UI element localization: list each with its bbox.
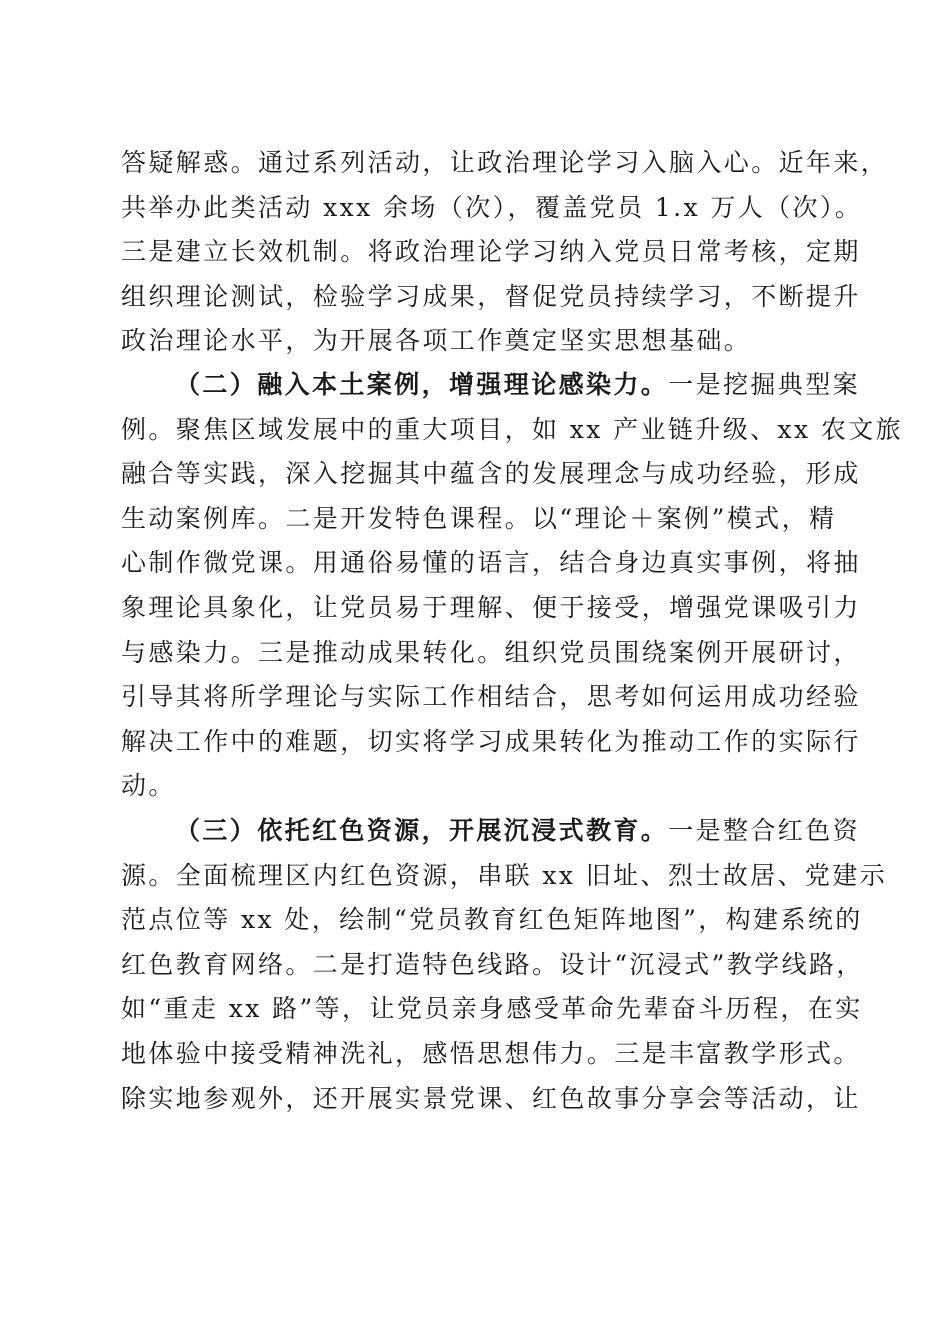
paragraph-first-line — [121, 809, 861, 854]
paragraph-first-line — [121, 363, 861, 408]
paragraph-line: 共举办此类活动 xxx 余场（次），覆盖党员 1.x 万人（次）。 — [121, 192, 863, 222]
paragraph-line: 动。 — [121, 771, 176, 801]
section-heading: （三）依托红色资源，开展沉浸式教育。 — [175, 816, 669, 845]
paragraph-line: 解决工作中的难题，切实将学习成果转化为推动工作的实际行 — [121, 726, 861, 756]
paragraph-line: 红色教育网络。二是打造特色线路。设计“沉浸式”教学线路， — [121, 949, 864, 979]
paragraph-line: 答疑解惑。通过系列活动，让政治理论学习入脑入心。近年来， — [121, 148, 889, 177]
paragraph-line: 融合等实践，深入挖掘其中蕴含的发展理念与成功经验，形成 — [121, 459, 861, 489]
paragraph-line: 与感染力。三是推动成果转化。组织党员围绕案例开展研讨， — [121, 637, 861, 667]
paragraph-1 — [121, 141, 889, 364]
paragraph-2 — [121, 363, 904, 809]
paragraph-3 — [121, 809, 888, 1121]
paragraph-line: 范点位等 xx 处，绘制“党员教育红色矩阵地图”，构建系统的 — [121, 905, 863, 935]
paragraph-line: 地体验中接受精神洗礼，感悟思想伟力。三是丰富教学形式。 — [121, 1038, 861, 1068]
paragraph-line: 三是建立长效机制。将政治理论学习纳入党员日常考核，定期 — [121, 237, 861, 267]
paragraph-line: 源。全面梳理区内红色资源，串联 xx 旧址、烈士故居、党建示 — [121, 860, 888, 890]
paragraph-line: 引导其将所学理论与实际工作相结合，思考如何运用成功经验 — [121, 682, 861, 712]
paragraph-line: 除实地参观外，还开展实景党课、红色故事分享会等活动，让 — [121, 1083, 861, 1113]
paragraph-line: 政治理论水平，为开展各项工作奠定坚实思想基础。 — [121, 326, 752, 356]
paragraph-line: 例。聚焦区域发展中的重大项目，如 xx 产业链升级、xx 农文旅 — [121, 414, 904, 444]
section-heading: （二）融入本土案例，增强理论感染力。 — [175, 370, 669, 399]
paragraph-line: 生动案例库。二是开发特色课程。以“理论＋案例”模式，精 — [121, 503, 837, 533]
heading-line-text: 一是整合红色资 — [668, 816, 861, 845]
paragraph-line: 象理论具象化，让党员易于理解、便于接受，增强党课吸引力 — [121, 592, 861, 622]
paragraph-line: 心制作微党课。用通俗易懂的语言，结合身边真实事例，将抽 — [121, 548, 861, 578]
paragraph-line: 组织理论测试，检验学习成果，督促党员持续学习，不断提升 — [121, 281, 861, 311]
paragraph-line: 如“重走 xx 路”等，让党员亲身感受革命先辈奋斗历程，在实 — [121, 994, 863, 1024]
heading-line-text: 一是挖掘典型案 — [668, 370, 861, 399]
